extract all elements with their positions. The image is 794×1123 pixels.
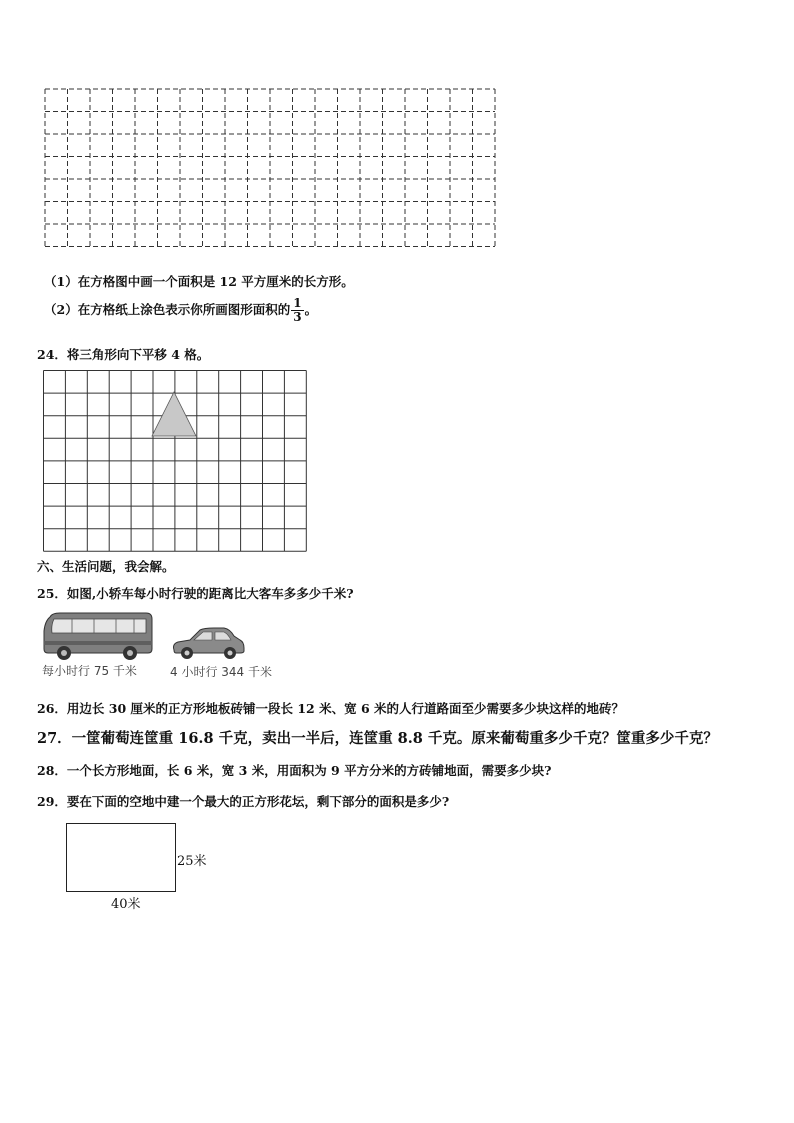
q28-question: 28．一个长方形地面，长 6 米，宽 3 米，用面积为 9 平方分米的方砖铺地面，需要多少块? (37, 763, 552, 778)
translation-grid (43, 370, 307, 552)
q23-part2-prefix: （2）在方格纸上涂色表示你所画图形面积的 (44, 302, 291, 317)
fraction-numerator: 1 (293, 296, 302, 310)
fraction-denominator: 3 (293, 310, 302, 324)
fraction-one-third (291, 297, 303, 324)
height-label: 25米 (177, 854, 207, 869)
open-space-rectangle (66, 823, 176, 892)
car-icon (170, 624, 246, 660)
bus-caption: 每小时行 75 千米 (42, 664, 137, 678)
car-caption: 4 小时行 344 千米 (170, 665, 272, 679)
width-label: 40米 (111, 897, 141, 912)
q29-question: 29．要在下面的空地中建一个最大的正方形花坛，剩下部分的面积是多少? (37, 794, 450, 809)
q25-question: 25．如图,小轿车每小时行驶的距离比大客车多多少千米? (37, 586, 354, 601)
q23-part2 (44, 297, 317, 324)
q27-question: 27．一筐葡萄连筐重 16.8 千克，卖出一半后，连筐重 8.8 千克。原来葡萄重多少千克？筐重多少千克？ (37, 730, 718, 747)
q26-question: 26．用边长 30 厘米的正方形地板砖铺一段长 12 米、宽 6 米的人行道路面至少需要多少块这样的地砖？ (37, 701, 624, 716)
section-six-title: 六、生活问题，我会解。 (37, 559, 175, 574)
q24-question: 24．将三角形向下平移 4 格。 (37, 347, 210, 362)
q23-part2-suffix: 。 (304, 302, 318, 317)
q23-part1: （1）在方格图中画一个面积是 12 平方厘米的长方形。 (44, 274, 354, 289)
dashed-grid (44, 88, 496, 248)
gray-triangle (152, 392, 196, 436)
bus-icon (42, 611, 154, 661)
